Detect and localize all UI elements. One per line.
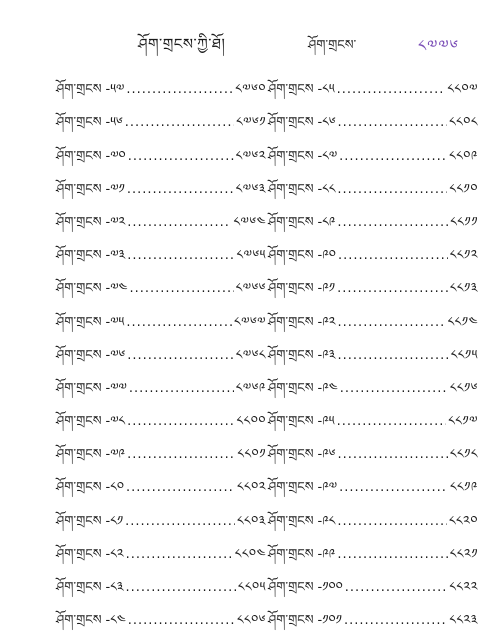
- dot-leader: [125, 513, 235, 531]
- dot-leader: [338, 114, 448, 132]
- toc-entry: [268, 232, 478, 265]
- entry-page-number: ༨༨༢༣: [449, 613, 478, 629]
- entry-page-number: ༨༧༦༠: [235, 82, 266, 98]
- page-header: [0, 28, 494, 56]
- toc-entry: [56, 232, 266, 265]
- dot-leader: [127, 413, 234, 431]
- toc-entry: [268, 66, 478, 99]
- entry-label: ཤོག་གྲངས: [268, 82, 314, 98]
- toc-entry: [268, 166, 478, 199]
- entry-page-number: ༨༨༠༡: [237, 447, 266, 463]
- entry-page-number: ༨༧༦༢: [235, 148, 266, 164]
- entry-number: -༨༩: [317, 214, 336, 230]
- entry-number: -༧༡: [105, 181, 125, 197]
- dot-leader: [126, 314, 232, 332]
- entry-number: -༨༧: [317, 148, 338, 164]
- entry-page-number: ༨༨༡༩: [449, 480, 478, 496]
- toc-entry: [268, 332, 478, 365]
- entry-number: -༥༦: [105, 115, 123, 131]
- entry-label: ཤོག་གྲངས: [268, 115, 314, 131]
- entry-number: -༨༨: [317, 181, 336, 197]
- toc-entry: [56, 531, 266, 564]
- entry-label: ཤོག་གྲངས: [268, 281, 314, 297]
- entry-number: -༧༧: [105, 380, 127, 396]
- entry-number: -༩༢: [317, 314, 336, 330]
- entry-page-number: ༨༧༦༣: [235, 181, 266, 197]
- toc-entry: [56, 597, 266, 630]
- toc-entry: [268, 597, 478, 630]
- entry-page-number: ༨༨༠༨: [449, 115, 478, 131]
- entry-page-number: ༨༧༦༦: [235, 281, 266, 297]
- toc-entry: [56, 564, 266, 597]
- dot-leader: [126, 81, 233, 99]
- entry-number: -༡༠༡: [317, 613, 342, 629]
- dot-leader: [338, 247, 448, 265]
- entry-number: -༩༣: [317, 347, 336, 363]
- entry-page-number: ༨༨༠༧: [447, 82, 478, 98]
- entry-label: ཤོག་གྲངས: [56, 613, 102, 629]
- dot-leader: [337, 280, 448, 298]
- toc-entry: [268, 199, 478, 232]
- dot-leader: [339, 148, 447, 166]
- entry-label: ཤོག་གྲངས: [268, 546, 314, 562]
- dot-leader: [337, 181, 447, 199]
- page-number: ༨༧༧༦: [418, 36, 459, 55]
- toc-entry: [56, 332, 266, 365]
- entry-label: ཤོག་གྲངས: [268, 314, 314, 330]
- entry-page-number: ༨༨༠༢: [236, 480, 266, 496]
- entry-number: -༨༣: [105, 580, 124, 595]
- entry-number: -༩༦: [317, 447, 336, 463]
- entry-page-number: ༨༨༡༡: [450, 214, 478, 230]
- entry-page-number: ༨༨༢༢: [449, 580, 478, 595]
- entry-label: ཤོག་གྲངས: [56, 480, 102, 496]
- entry-label: ཤོག་གྲངས: [56, 414, 102, 430]
- page-label: ཤོག་གྲངས་: [308, 38, 357, 53]
- dot-leader: [337, 546, 447, 564]
- entry-page-number: ༨༧༦༩: [235, 380, 266, 396]
- dot-leader: [338, 314, 446, 332]
- entry-page-number: ༨༨༢༡: [449, 546, 478, 562]
- entry-label: ཤོག་གྲངས: [268, 214, 314, 230]
- entry-number: -༥༧: [105, 82, 125, 98]
- entry-label: ཤོག་གྲངས: [56, 82, 102, 98]
- entry-page-number: ༨༨༠༠: [236, 414, 266, 430]
- entry-number: -༩༥: [317, 414, 335, 430]
- entry-page-number: ༨༨༢༠: [448, 513, 478, 529]
- toc-entry: [56, 497, 266, 530]
- entry-page-number: ༨༨༡༣: [449, 281, 478, 297]
- entry-number: -༩༩: [317, 546, 336, 562]
- dot-leader: [127, 214, 231, 232]
- entry-label: ཤོག་གྲངས: [268, 414, 314, 430]
- entry-label: ཤོག་གྲངས: [56, 546, 102, 562]
- toc-entry: [268, 564, 478, 597]
- entry-page-number: ༨༨༡༢: [449, 248, 478, 264]
- entry-label: ཤོག་གྲངས: [56, 148, 102, 164]
- entry-number: -༨༥: [317, 82, 335, 98]
- toc-entry: [268, 298, 478, 331]
- entry-number: -༧༥: [105, 314, 125, 330]
- toc-entry: [268, 398, 478, 431]
- entry-label: ཤོག་གྲངས: [56, 214, 102, 230]
- dot-leader: [127, 347, 234, 365]
- entry-number: -༧༤: [105, 281, 128, 297]
- entry-page-number: ༨༧༦༧: [234, 314, 266, 330]
- entry-page-number: ༨༨༡༠: [449, 181, 478, 197]
- dot-leader: [337, 413, 447, 431]
- entry-number: -༩༠: [317, 248, 336, 264]
- dot-leader: [340, 380, 448, 398]
- entry-label: ཤོག་གྲངས: [56, 580, 102, 595]
- entry-label: ཤོག་གྲངས: [268, 148, 314, 164]
- toc-entry: [56, 66, 266, 99]
- dot-leader: [128, 612, 235, 630]
- entry-label: ཤོག་གྲངས: [268, 613, 314, 629]
- entry-label: ཤོག་གྲངས: [56, 115, 102, 131]
- toc-entry: [56, 265, 266, 298]
- entry-page-number: ༨༨༠༣: [236, 513, 266, 529]
- toc-entry: [56, 166, 266, 199]
- dot-leader: [126, 579, 236, 597]
- toc-column-left: [56, 66, 266, 630]
- dot-leader: [344, 612, 447, 630]
- entry-page-number: ༨༧༦༡: [236, 115, 266, 131]
- entry-label: ཤོག་གྲངས: [268, 181, 314, 197]
- entry-label: ཤོག་གྲངས: [56, 248, 102, 264]
- entry-number: -༨༢: [105, 546, 124, 562]
- toc-entry: [268, 497, 478, 530]
- toc-entry: [268, 431, 478, 464]
- toc-column-right: [268, 66, 478, 630]
- entry-label: ཤོག་གྲངས: [56, 181, 102, 197]
- toc-entry: [56, 132, 266, 165]
- entry-number: -༩༤: [317, 380, 338, 396]
- entry-label: ཤོག་གྲངས: [268, 480, 314, 496]
- entry-number: -༨༤: [105, 613, 126, 629]
- dot-leader: [337, 214, 448, 232]
- entry-label: ཤོག་གྲངས: [268, 347, 314, 363]
- entry-number: -༧༣: [105, 248, 126, 264]
- toc-entry: [268, 365, 478, 398]
- toc-entry: [56, 431, 266, 464]
- dot-leader: [128, 148, 234, 166]
- entry-label: ཤོག་གྲངས: [56, 380, 102, 396]
- dot-leader: [338, 347, 449, 365]
- dot-leader: [129, 280, 233, 298]
- entry-number: -༧༢: [105, 214, 126, 230]
- entry-label: ཤོག་གྲངས: [268, 580, 314, 595]
- entry-number: -༧༦: [105, 347, 126, 363]
- entry-number: -༩༧: [317, 480, 338, 496]
- entry-label: ཤོག་གྲངས: [268, 380, 314, 396]
- toc-entry: [56, 298, 266, 331]
- entry-page-number: ༨༧༦༥: [236, 248, 266, 264]
- entry-page-number: ༨༨༠༤: [234, 546, 266, 562]
- dot-leader: [127, 247, 234, 265]
- toc-entry: [56, 398, 266, 431]
- toc-entry: [56, 464, 266, 497]
- entry-label: ཤོག་གྲངས: [56, 513, 102, 529]
- toc-entry: [268, 132, 478, 165]
- toc-entry: [56, 365, 266, 398]
- entry-number: -༩༡: [317, 281, 336, 297]
- entry-number: -༧༩: [105, 447, 126, 463]
- toc-entry: [56, 199, 266, 232]
- entry-page-number: ༨༨༡༦: [449, 380, 478, 396]
- entry-page-number: ༨༧༦༨: [235, 347, 266, 363]
- entry-page-number: ༨༧༦༤: [233, 214, 266, 230]
- dot-leader: [126, 479, 235, 497]
- entry-label: ཤོག་གྲངས: [56, 281, 102, 297]
- dot-leader: [127, 181, 234, 199]
- dot-leader: [339, 479, 448, 497]
- entry-page-number: ༨༨༡༨: [449, 447, 478, 463]
- entry-page-number: ༨༨༠༩: [449, 148, 478, 164]
- entry-label: ཤོག་གྲངས: [268, 513, 314, 529]
- entry-label: ཤོག་གྲངས: [56, 347, 102, 363]
- entry-number: -༨༠: [105, 480, 124, 496]
- toc-entry: [268, 265, 478, 298]
- entry-label: ཤོག་གྲངས: [56, 314, 102, 330]
- dot-leader: [129, 380, 234, 398]
- entry-label: ཤོག་གྲངས: [268, 248, 314, 264]
- entry-number: -༧༠: [105, 148, 126, 164]
- entry-number: -༧༨: [105, 414, 126, 430]
- entry-page-number: ༨༨༡༧: [448, 414, 478, 430]
- entry-page-number: ༨༨༡༤: [447, 314, 478, 330]
- entry-label: ཤོག་གྲངས: [268, 447, 314, 463]
- entry-number: -༩༨: [317, 513, 336, 529]
- dot-leader: [337, 81, 446, 99]
- dot-leader: [125, 114, 234, 132]
- entry-page-number: ༨༨༠༥: [237, 580, 266, 595]
- entry-label: ཤོག་གྲངས: [56, 447, 102, 463]
- entry-number: -༡༠༠: [317, 580, 343, 595]
- toc-entry: [268, 531, 478, 564]
- toc-entry: [268, 464, 478, 497]
- entry-number: -༨༦: [317, 115, 336, 131]
- dot-leader: [338, 446, 448, 464]
- entry-page-number: ༨༨༡༥: [450, 347, 478, 363]
- document-title: ཤོག་གྲངས་ཀྱི་ཐོ།: [138, 35, 226, 53]
- dot-leader: [337, 513, 447, 531]
- dot-leader: [345, 579, 448, 597]
- dot-leader: [127, 446, 235, 464]
- entry-page-number: ༨༨༠༦: [236, 613, 266, 629]
- dot-leader: [126, 546, 233, 564]
- entry-number: -༨༡: [105, 513, 124, 529]
- toc-entry: [268, 99, 478, 132]
- toc-entry: [56, 99, 266, 132]
